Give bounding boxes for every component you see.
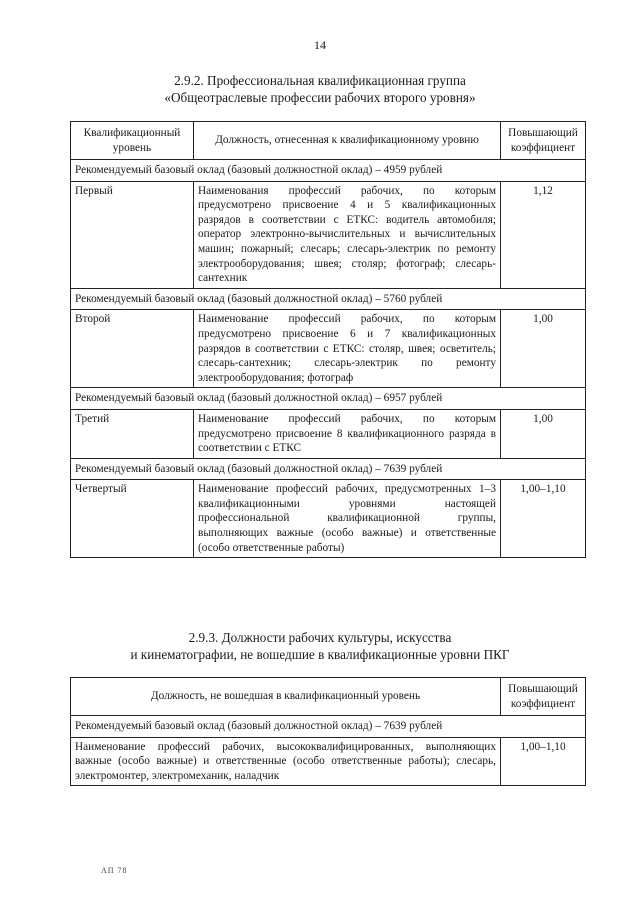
table-row [71, 409, 586, 458]
section-heading-line-2: «Общеотраслевые профессии рабочих второго уровня» [164, 90, 476, 105]
salary-text: Рекомендуемый базовый оклад (базовый должностной оклад) – 4959 рублей [71, 160, 586, 182]
table-row [71, 181, 586, 288]
salary-text: Рекомендуемый базовый оклад (базовый должностной оклад) – 5760 рублей [71, 288, 586, 310]
salary-text: Рекомендуемый базовый оклад (базовый должностной оклад) – 7639 рублей [71, 716, 586, 738]
page-number: 14 [314, 38, 326, 52]
header-coefficient: Повышающий коэффициент [501, 122, 586, 160]
level-cell: Четвертый [71, 480, 194, 558]
header-position: Должность, не вошедшая в квалификационный уровень [71, 678, 501, 716]
position-cell: Наименование профессий рабочих, по которым предусмотрено присвоение 8 квалификационного разряда в соответствии с ЕТКС [194, 409, 501, 458]
position-cell: Наименование профессий рабочих, предусмотренных 1–3 квалификационными уровнями настоящей профессиональной квалификационной группы, выполняющих важные (особо важные) и ответственные (особо ответственные работы) [194, 480, 501, 558]
table-row [71, 480, 586, 558]
level-cell: Второй [71, 310, 194, 388]
header-position: Должность, отнесенная к квалификационному уровню [194, 122, 501, 160]
section-heading-2-9-3 [0, 629, 640, 663]
table-header-row [71, 678, 586, 716]
level-cell: Первый [71, 181, 194, 288]
section-heading-2-9-2 [0, 72, 640, 106]
position-cell: Наименование профессий рабочих, по которым предусмотрено присвоение 6 и 7 квалификационных разрядов в соответствии с ЕТКС: столяр, швея; осветитель; слесарь-сантехник; слесарь-электрик по ремонту электрооборудования; фотограф [194, 310, 501, 388]
coefficient-cell: 1,00–1,10 [501, 480, 586, 558]
salary-row [71, 160, 586, 182]
salary-row [71, 716, 586, 738]
section-heading-line-2: и кинематографии, не вошедшие в квалификационные уровни ПКГ [130, 647, 510, 662]
salary-row [71, 288, 586, 310]
footer-code: АП 78 [101, 866, 128, 875]
salary-text: Рекомендуемый базовый оклад (базовый должностной оклад) – 7639 рублей [71, 458, 586, 480]
table-row [71, 737, 586, 786]
section-heading-line-1: 2.9.2. Профессиональная квалификационная группа [174, 73, 466, 88]
position-cell: Наименования профессий рабочих, по которым предусмотрено присвоение 4 и 5 квалификационных разрядов в соответствии с ЕТКС: водитель автомобиля; оператор электронно-вычислительных и вычислительных машин; пожарный; слесарь; слесарь-электрик по ремонту электрооборудования; швея; столяр; фотограф; слесарь-сантехник [194, 181, 501, 288]
coefficient-cell: 1,12 [501, 181, 586, 288]
level-cell: Третий [71, 409, 194, 458]
table-header-row [71, 122, 586, 160]
salary-row [71, 388, 586, 410]
section-heading-line-1: 2.9.3. Должности рабочих культуры, искусства [188, 630, 452, 645]
coefficient-cell: 1,00–1,10 [501, 737, 586, 786]
salary-text: Рекомендуемый базовый оклад (базовый должностной оклад) – 6957 рублей [71, 388, 586, 410]
header-coefficient: Повышающий коэффициент [501, 678, 586, 716]
header-level: Квалификационный уровень [71, 122, 194, 160]
qualification-table [70, 121, 586, 558]
coefficient-cell: 1,00 [501, 310, 586, 388]
position-cell: Наименование профессий рабочих, высококвалифицированных, выполняющих важные (особо важные) и ответственные (особо ответственные работы); слесарь, электромонтер, электромеханик, наладчик [71, 737, 501, 786]
culture-workers-table [70, 677, 586, 786]
coefficient-cell: 1,00 [501, 409, 586, 458]
table-row [71, 310, 586, 388]
salary-row [71, 458, 586, 480]
